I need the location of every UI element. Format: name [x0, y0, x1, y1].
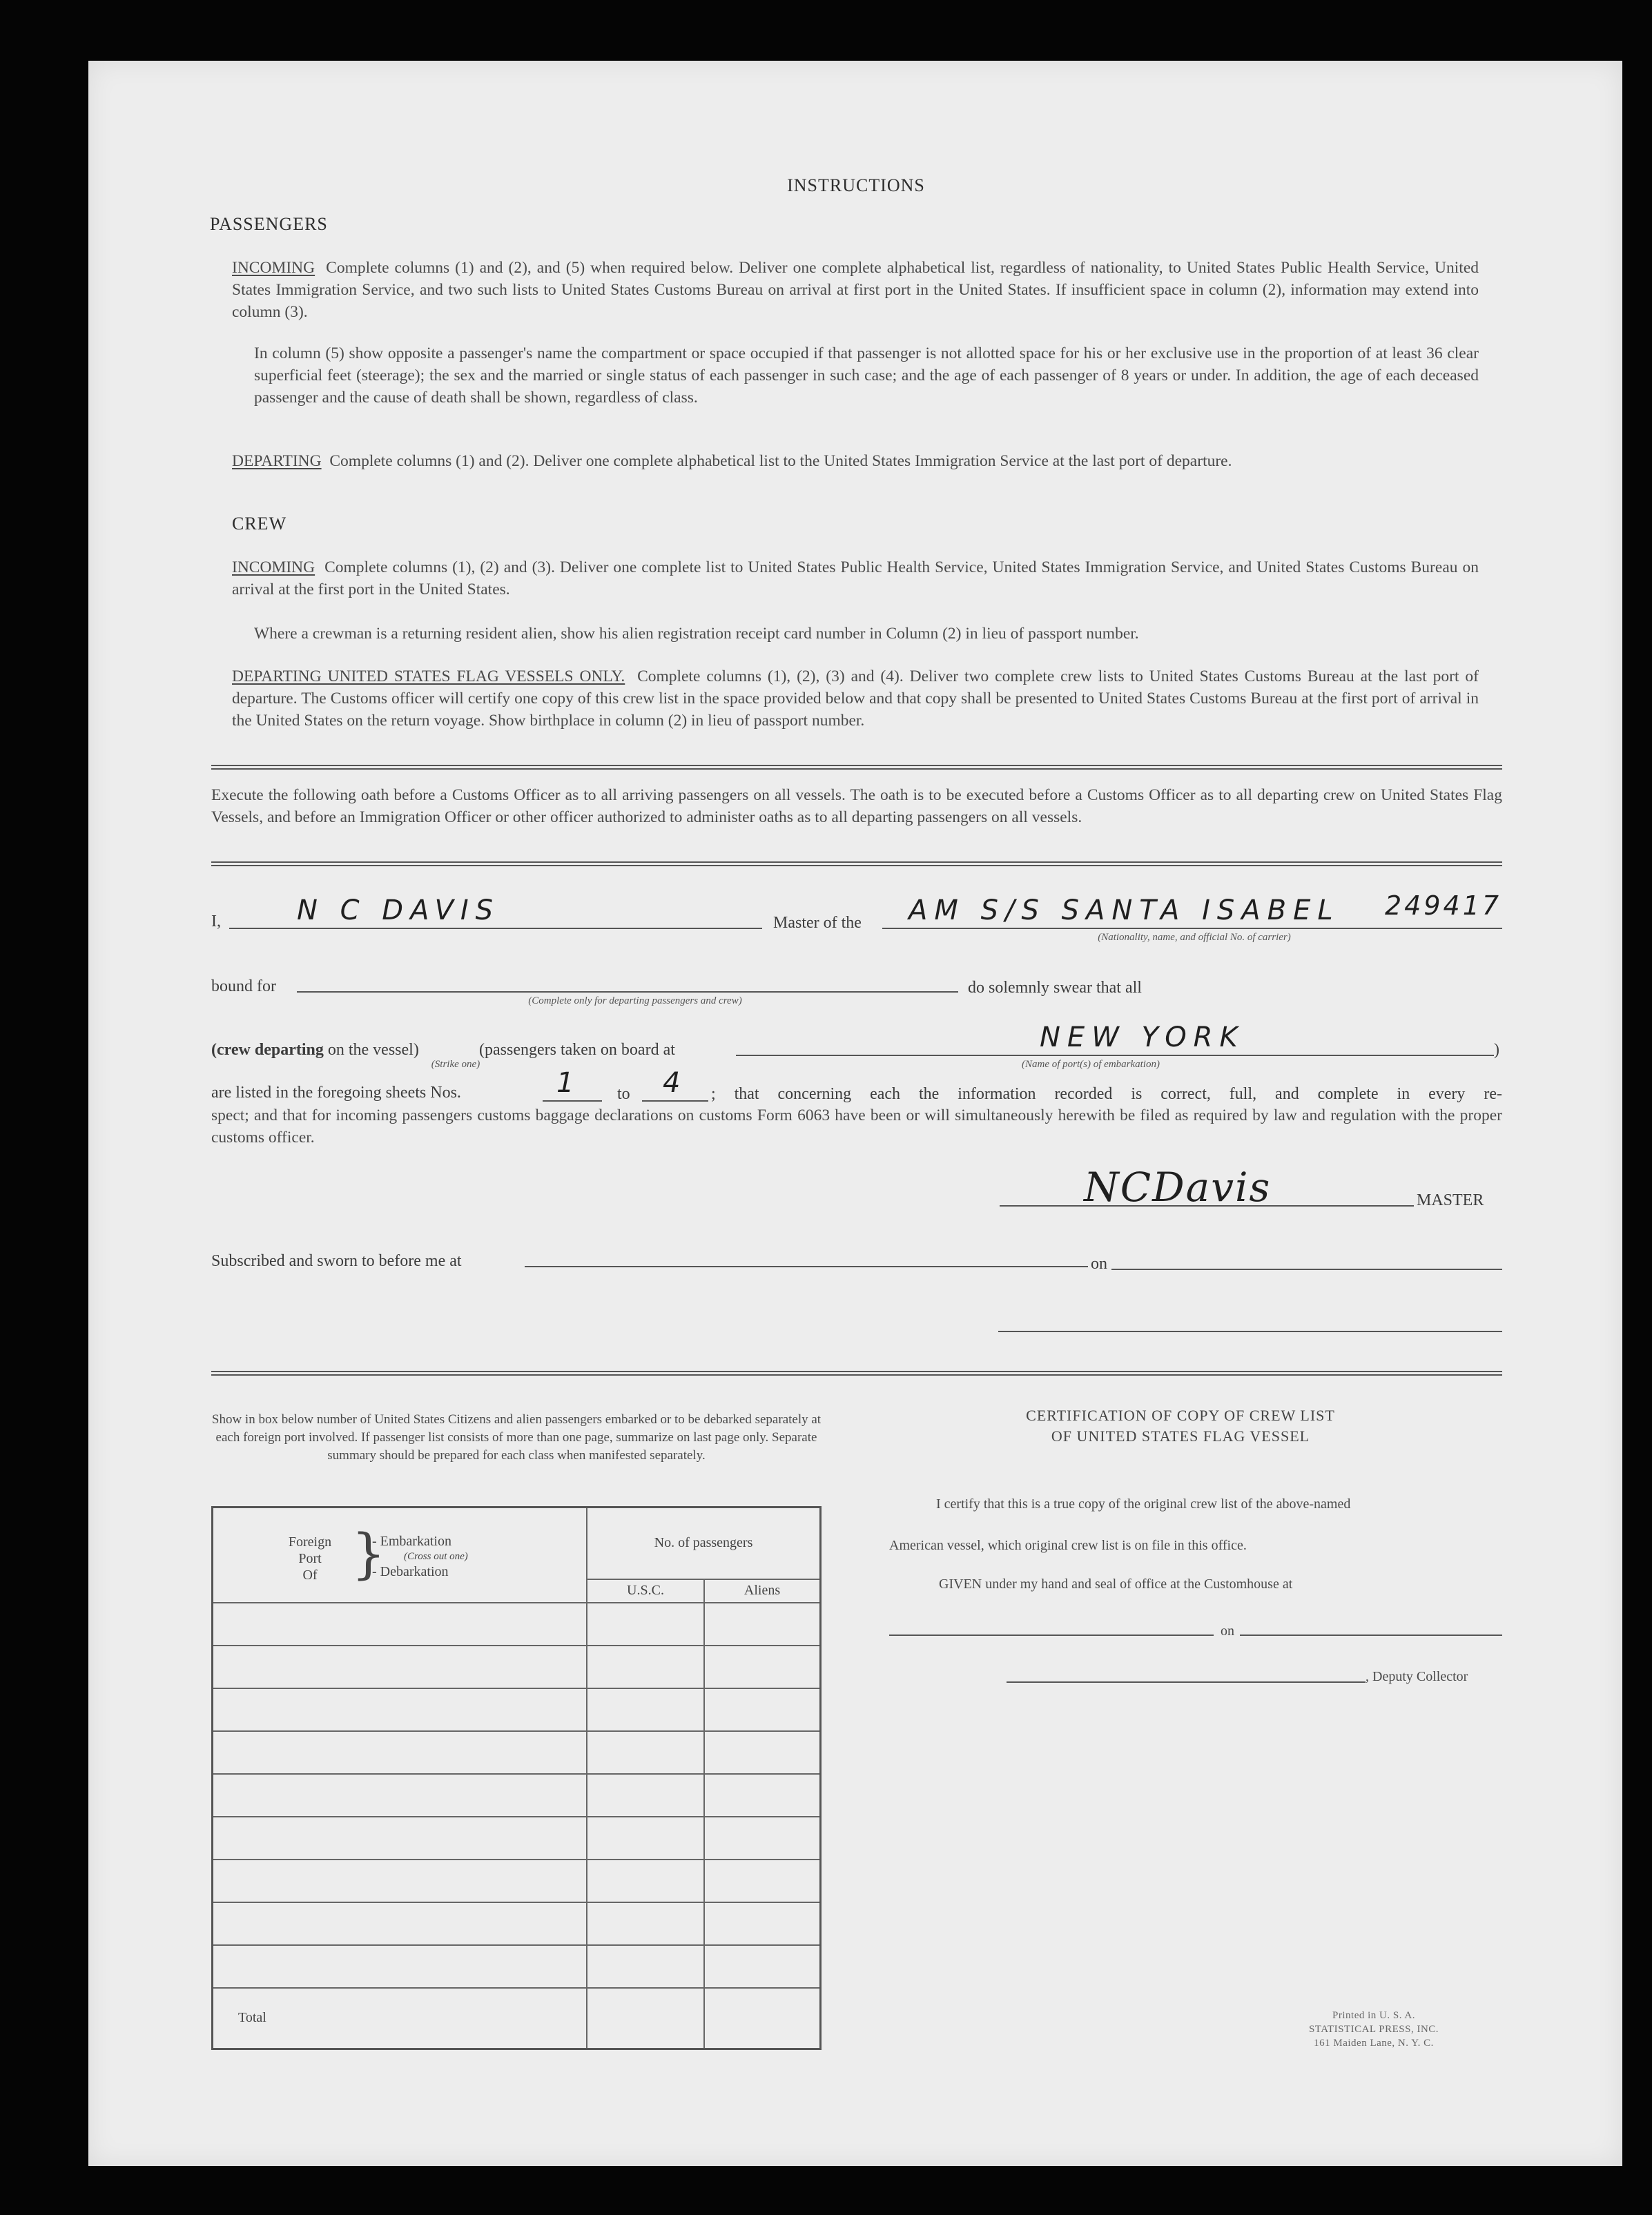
printer-line-3: 161 Maiden Lane, N. Y. C. [1314, 2038, 1434, 2049]
instructions-title: INSTRUCTIONS [787, 175, 925, 195]
port-header-cell [213, 1507, 587, 1603]
passengers-departing-text: Complete columns (1) and (2). Deliver one complete alphabetical list to the United States Immigration Service at the last port of departure. [329, 452, 1232, 470]
port-header-of: Of [302, 1567, 318, 1583]
port-line [736, 1055, 1494, 1056]
aliens-cell[interactable] [704, 1945, 821, 1988]
double-rule-bottom [211, 1371, 1502, 1376]
subscribed-on-label: on [1091, 1255, 1107, 1273]
port-cell[interactable] [213, 1860, 587, 1902]
listed-text-2: spect; and that for incoming passengers customs baggage declarations on customs Form 6063 have been or will simultaneously herewith be filed as required by law and regulation with the proper customs officer. [211, 1106, 1502, 1146]
certification-title-line-1: CERTIFICATION OF COPY OF CREW LIST [1026, 1407, 1335, 1424]
crew-departing-label: DEPARTING UNITED STATES FLAG VESSELS ONLY. [232, 667, 625, 685]
total-label-cell [213, 1988, 587, 2049]
double-rule-middle [211, 861, 1502, 866]
officer-signature-line[interactable] [998, 1331, 1502, 1332]
to-label: to [617, 1085, 630, 1103]
deputy-signature-line[interactable] [1007, 1681, 1366, 1683]
master-signature: NCDavis [1084, 1164, 1272, 1211]
strike-caption: (Strike one) [431, 1059, 480, 1070]
crew-departing-option [211, 1041, 419, 1060]
subscribed-place-line[interactable] [525, 1266, 1088, 1267]
on-vessel-label: on the vessel) [327, 1041, 419, 1059]
customhouse-line[interactable] [889, 1635, 1214, 1636]
certify-text-2: American vessel, which original crew list is on file in this office. [889, 1538, 1247, 1553]
bound-for-caption: (Complete only for departing passengers and crew) [528, 995, 742, 1006]
crew-returning-paragraph: Where a crewman is a returning resident alien, show his alien registration receipt card number in Column (2) in lieu of passport number. [254, 625, 1139, 643]
passengers-incoming-text: Complete columns (1) and (2), and (5) when required below. Deliver one complete alphabetical list, regardless of nationality, to United States Public Health Service, United States Immigration Service, and two such lists to United States Customs Bureau on arrival at first port in the United States. If insufficient space in column (2), information may extend into column (3). [232, 259, 1479, 321]
passengers-taken-label: (passengers taken on board at [479, 1041, 675, 1059]
listed-text-1: ; that concerning each the information recorded is correct, full, and complete in every re- [711, 1085, 1502, 1103]
port-cell[interactable] [213, 1731, 587, 1774]
printer-line-1: Printed in U. S. A. [1332, 2010, 1415, 2021]
crew-incoming-label: INCOMING [232, 558, 315, 576]
aliens-header: Aliens [704, 1579, 821, 1603]
summary-instructions: Show in box below number of United States Citizens and alien passengers embarked or to be debarked separately at each foreign port involved. If passenger list consists of more than one page, summarize on last page only. Separate summary should be prepared for each class when manifested separately. [211, 1412, 822, 1463]
usc-cell[interactable] [587, 1774, 704, 1817]
master-name-line [229, 928, 762, 929]
port-cell[interactable] [213, 1817, 587, 1860]
master-label: MASTER [1417, 1191, 1484, 1209]
usc-cell[interactable] [587, 1817, 704, 1860]
vessel-field[interactable]: AM S/S SANTA ISABEL [908, 895, 1340, 926]
bound-for-line[interactable] [297, 991, 958, 993]
port-header-foreign: Foreign [288, 1534, 332, 1550]
master-of-label: Master of the [773, 914, 862, 932]
cross-out-caption: (Cross out one) [404, 1550, 468, 1562]
vessel-line [882, 928, 1502, 929]
no-passengers-header: No. of passengers [587, 1507, 821, 1579]
usc-cell[interactable] [587, 1860, 704, 1902]
usc-cell[interactable] [587, 1902, 704, 1945]
aliens-cell[interactable] [704, 1688, 821, 1731]
aliens-cell[interactable] [704, 1603, 821, 1646]
port-cell[interactable] [213, 1646, 587, 1688]
sheet-from-field[interactable]: 1 [556, 1067, 581, 1099]
printer-imprint [1270, 2009, 1477, 2050]
certify-text-1: I certify that this is a true copy of the original crew list of the above-named [936, 1496, 1351, 1512]
port-cell[interactable] [213, 1688, 587, 1731]
certification-date-line[interactable] [1240, 1635, 1502, 1636]
sheet-to-line [642, 1100, 708, 1102]
debarkation-label: - Debarkation [372, 1563, 449, 1579]
usc-cell[interactable] [587, 1688, 704, 1731]
swear-label: do solemnly swear that all [968, 979, 1142, 997]
certification-on-label: on [1221, 1623, 1234, 1639]
crew-departing-paragraph [232, 665, 1479, 732]
given-text: GIVEN under my hand and seal of office at the Customhouse at [939, 1577, 1293, 1592]
official-number-field[interactable]: 249417 [1385, 890, 1502, 921]
aliens-cell[interactable] [704, 1817, 821, 1860]
brace-icon: } [351, 1523, 386, 1585]
certification-title [911, 1405, 1450, 1447]
oath-i-label: I, [211, 913, 221, 930]
certification-title-line-2: OF UNITED STATES FLAG VESSEL [1051, 1427, 1310, 1445]
subscribed-label: Subscribed and sworn to before me at [211, 1252, 462, 1270]
port-field[interactable]: NEW YORK [1040, 1022, 1245, 1053]
port-cell[interactable] [213, 1902, 587, 1945]
aliens-cell[interactable] [704, 1774, 821, 1817]
crew-incoming-text: Complete columns (1), (2) and (3). Deliver one complete list to United States Public Health Service, United States Immigration Service, and United States Customs Bureau on arrival at the first port in the United States. [232, 558, 1479, 598]
total-label: Total [238, 2010, 266, 2026]
crew-heading: CREW [232, 514, 287, 534]
passengers-incoming-label: INCOMING [232, 259, 315, 277]
crew-incoming-paragraph [232, 556, 1479, 601]
double-rule-top [211, 765, 1502, 770]
crew-departing-text: Complete columns (1), (2), (3) and (4). Deliver two complete crew lists to United States Customs Bureau at the last port of departure. The Customs officer will certify one copy of this crew list in the space provided below and that copy shall be presented to United States Customs Bureau at the first port of arrival in the United States on the return voyage. Show birthplace in column (2) in lieu of passport number. [232, 667, 1479, 730]
total-aliens-cell[interactable] [704, 1988, 821, 2049]
aliens-cell[interactable] [704, 1646, 821, 1688]
port-cell[interactable] [213, 1774, 587, 1817]
passengers-column5-paragraph: In column (5) show opposite a passenger's name the compartment or space occupied if that passenger is not allotted space for his or her exclusive use in the proportion of at least 36 clear superficial feet (steerage); the sex and the married or single status of each passenger in such case; and the age of each passenger of 8 years or under. In addition, the age of each deceased passenger and the cause of death shall be shown, regardless of class. [254, 344, 1479, 407]
oath-intro: Execute the following oath before a Customs Officer as to all arriving passengers on all vessels. The oath is to be executed before a Customs Officer as to all departing crew on United States Flag Vessels, and before an Immigration Officer or other officer authorized to administer oaths as to all departing passengers on all vessels. [211, 786, 1502, 826]
usc-cell[interactable] [587, 1646, 704, 1688]
crew-departing-strike-label: (crew departing [211, 1041, 324, 1059]
aliens-cell[interactable] [704, 1731, 821, 1774]
deputy-collector-label: , Deputy Collector [1366, 1669, 1468, 1684]
close-paren: ) [1494, 1041, 1499, 1059]
aliens-cell[interactable] [704, 1860, 821, 1902]
listed-label: are listed in the foregoing sheets Nos. [211, 1084, 461, 1102]
passengers-incoming-paragraph [232, 257, 1479, 323]
port-header-port: Port [298, 1550, 322, 1566]
vessel-caption: (Nationality, name, and official No. of carrier) [1098, 932, 1291, 943]
usc-cell[interactable] [587, 1603, 704, 1646]
sheet-from-line [543, 1100, 602, 1102]
sheet-to-field[interactable]: 4 [663, 1067, 688, 1099]
master-name-field[interactable]: N C DAVIS [297, 895, 501, 926]
printer-line-2: STATISTICAL PRESS, INC. [1308, 2024, 1439, 2035]
embarkation-label: - Embarkation [372, 1533, 451, 1549]
usc-header: U.S.C. [587, 1579, 704, 1603]
total-usc-cell[interactable] [587, 1988, 704, 2049]
passengers-heading: PASSENGERS [210, 214, 328, 234]
aliens-cell[interactable] [704, 1902, 821, 1945]
passengers-departing-paragraph [232, 450, 1479, 472]
passengers-departing-label: DEPARTING [232, 452, 322, 470]
usc-cell[interactable] [587, 1945, 704, 1988]
port-caption: (Name of port(s) of embarkation) [1022, 1059, 1160, 1070]
bound-for-label: bound for [211, 977, 276, 995]
usc-cell[interactable] [587, 1731, 704, 1774]
port-cell[interactable] [213, 1945, 587, 1988]
port-cell[interactable] [213, 1603, 587, 1646]
passenger-summary-table [211, 1506, 822, 2050]
subscribed-date-line[interactable] [1111, 1269, 1502, 1270]
